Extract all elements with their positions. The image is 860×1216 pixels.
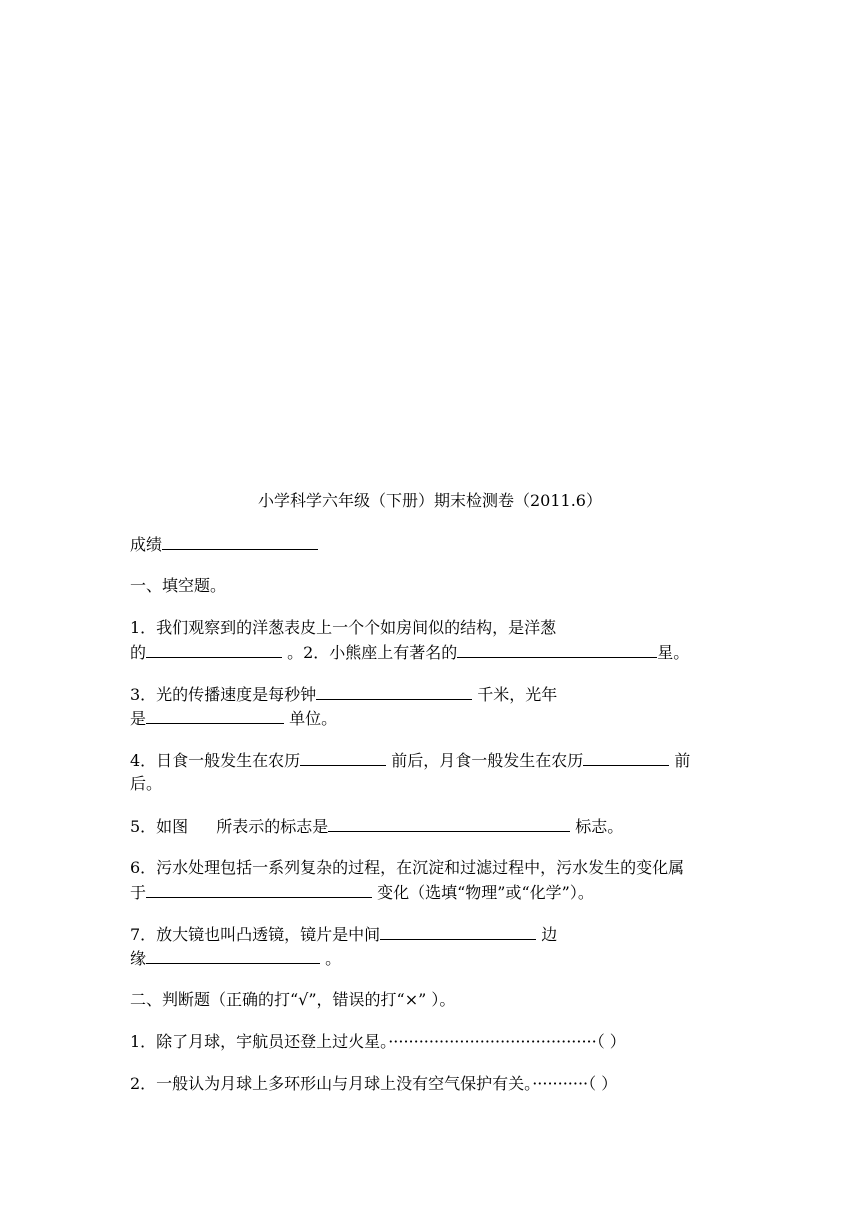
q7-blank-1[interactable] — [380, 923, 536, 940]
q7-text-d: 。 — [325, 949, 342, 968]
q7-line2 — [130, 947, 341, 970]
tf-q1-answer-bracket[interactable]: （ ） — [596, 1032, 626, 1051]
q6-text-b: 变化（选填“物理”或“化学”）。 — [377, 883, 594, 902]
tf-q2 — [130, 1073, 617, 1095]
q3-blank-1[interactable] — [316, 683, 472, 700]
q4-blank-2[interactable] — [583, 749, 669, 766]
section2-heading: 二、判断题（正确的打“√”，错误的打“×” ）。 — [130, 990, 456, 1009]
q1-line2 — [130, 641, 689, 664]
q7-blank-2[interactable] — [146, 947, 320, 964]
q2-text-end: 星。 — [657, 643, 690, 662]
q4-line1 — [130, 749, 690, 772]
q1-blank[interactable] — [146, 641, 282, 658]
q6-text-a: 于 — [130, 883, 147, 902]
q4-line2: 后。 — [130, 774, 163, 793]
tf-q1 — [130, 1031, 626, 1053]
q3-text-a: 3．光的传播速度是每秒钟 — [130, 685, 317, 704]
q5-text-a: 5．如图 — [130, 817, 189, 836]
tf-q2-dots: ··········· — [532, 1074, 589, 1093]
q3-blank-2[interactable] — [146, 707, 284, 724]
q3-text-b: 千米，光年 — [477, 685, 558, 704]
section1-heading: 一、填空题。 — [130, 576, 227, 595]
q1-line1: 1．我们观察到的洋葱表皮上一个个如房间似的结构，是洋葱 — [130, 618, 557, 637]
tf-q2-text: 2．一般认为月球上多环形山与月球上没有空气保护有关。 — [130, 1074, 533, 1093]
q2-text: 。2．小熊座上有著名的 — [287, 643, 458, 662]
q7-line1 — [130, 923, 557, 946]
q4-blank-1[interactable] — [300, 749, 386, 766]
q4-text-a: 4．日食一般发生在农历 — [130, 751, 301, 770]
score-label: 成绩 — [130, 535, 163, 554]
q7-text-a: 7．放大镜也叫凸透镜，镜片是中间 — [130, 925, 381, 944]
page-title: 小学科学六年级（下册）期末检测卷（2011.6） — [258, 491, 602, 510]
score-line — [130, 533, 318, 556]
tf-q1-dots: ········································· — [388, 1032, 597, 1051]
score-blank[interactable] — [162, 533, 318, 550]
q4-text-b: 前后，月食一般发生在农历 — [391, 751, 584, 770]
q7-text-b: 边 — [541, 925, 558, 944]
tf-q1-text: 1．除了月球，宇航员还登上过火星。 — [130, 1032, 389, 1051]
q5-line — [130, 815, 623, 838]
q5-text-c: 标志。 — [575, 817, 624, 836]
q5-text-b: 所表示的标志是 — [216, 817, 329, 836]
q2-blank[interactable] — [457, 641, 657, 658]
q6-blank[interactable] — [146, 881, 372, 898]
q7-text-c: 缘 — [130, 949, 147, 968]
tf-q2-answer-bracket[interactable]: （ ） — [588, 1074, 618, 1093]
q6-line1: 6．污水处理包括一系列复杂的过程，在沉淀和过滤过程中，污水发生的变化属 — [130, 858, 685, 877]
q5-blank[interactable] — [328, 815, 570, 832]
q3-text-d: 单位。 — [289, 709, 338, 728]
q4-text-c: 前 — [674, 751, 691, 770]
q6-line2 — [130, 881, 594, 904]
q1-text-a: 的 — [130, 643, 147, 662]
q3-line1 — [130, 683, 557, 706]
q3-text-c: 是 — [130, 709, 147, 728]
q3-line2 — [130, 707, 337, 730]
